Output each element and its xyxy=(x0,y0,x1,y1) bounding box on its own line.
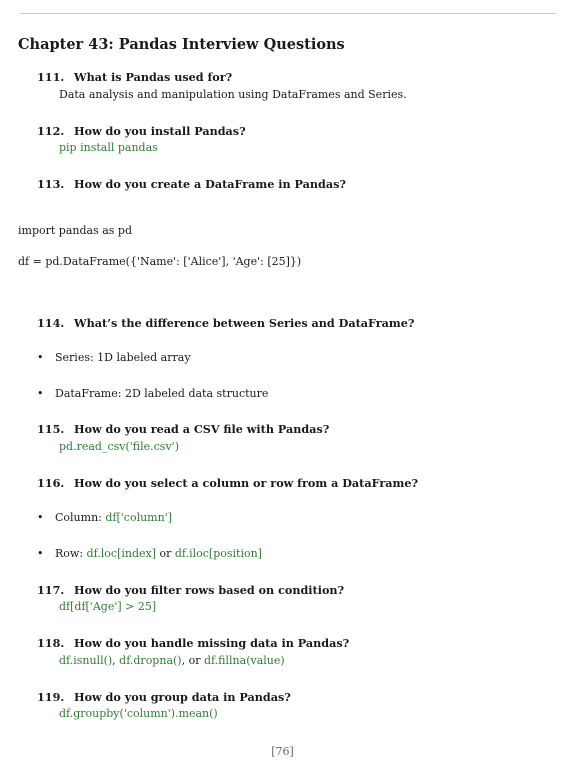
question-text: How do you filter rows based on condition? xyxy=(74,583,345,597)
question-number: 114. xyxy=(37,316,65,330)
bullet-icon: • xyxy=(37,387,44,400)
answer-119: df.groupby('column').mean() xyxy=(59,707,218,720)
question-111 xyxy=(37,70,232,84)
bullet-code-2: df.iloc[position] xyxy=(174,547,262,560)
answer-117: df[df['Age'] > 25] xyxy=(59,600,157,613)
question-text: How do you install Pandas? xyxy=(74,124,246,138)
code-isnull: df.isnull() xyxy=(59,654,113,667)
question-112 xyxy=(37,124,246,138)
answer-111: Data analysis and manipulation using DataFrames and Series. xyxy=(59,88,407,101)
question-number: 117. xyxy=(37,583,65,597)
code-line-dataframe: df = pd.DataFrame({'Name': ['Alice'], 'Age': [25]}) xyxy=(18,255,302,268)
bullet-column xyxy=(37,511,172,524)
bullet-icon: • xyxy=(37,351,44,364)
bullet-code: df.loc[index] xyxy=(86,547,156,560)
question-number: 115. xyxy=(37,422,65,436)
bullet-label: Column: xyxy=(55,511,106,524)
bullet-icon: • xyxy=(37,547,44,560)
answer-115: pd.read_csv('file.csv') xyxy=(59,440,179,453)
bullet-text: DataFrame: 2D labeled data structure xyxy=(55,387,269,400)
chapter-title: Chapter 43: Pandas Interview Questions xyxy=(18,36,345,53)
bullet-code: df['column'] xyxy=(105,511,173,524)
question-number: 111. xyxy=(37,70,65,84)
question-118 xyxy=(37,636,349,650)
bullet-icon: • xyxy=(37,511,44,524)
answer-112: pip install pandas xyxy=(59,141,158,154)
top-rule xyxy=(20,13,556,14)
question-text: How do you handle missing data in Pandas? xyxy=(74,636,350,650)
question-116 xyxy=(37,476,418,490)
question-115 xyxy=(37,422,329,436)
bullet-series xyxy=(37,351,191,364)
question-text: How do you create a DataFrame in Pandas? xyxy=(74,177,346,191)
question-113 xyxy=(37,177,346,191)
question-text: How do you select a column or row from a DataFrame? xyxy=(74,476,418,490)
code-fillna: df.fillna(value) xyxy=(203,654,285,667)
question-number: 112. xyxy=(37,124,65,138)
bullet-dataframe xyxy=(37,387,268,400)
bullet-separator: or xyxy=(156,547,175,560)
question-number: 113. xyxy=(37,177,65,191)
bullet-row xyxy=(37,547,262,560)
separator: , xyxy=(112,654,120,667)
question-number: 118. xyxy=(37,636,65,650)
question-117 xyxy=(37,583,344,597)
question-text: What is Pandas used for? xyxy=(74,70,233,84)
answer-118 xyxy=(59,654,285,667)
separator: , or xyxy=(181,654,204,667)
bullet-text: Series: 1D labeled array xyxy=(55,351,191,364)
question-text: What’s the difference between Series and DataFrame? xyxy=(74,316,415,330)
question-114 xyxy=(37,316,414,330)
bullet-label: Row: xyxy=(55,547,87,560)
code-dropna: df.dropna() xyxy=(119,654,182,667)
question-text: How do you group data in Pandas? xyxy=(74,690,291,704)
code-line-import: import pandas as pd xyxy=(18,224,132,237)
question-number: 119. xyxy=(37,690,65,704)
question-119 xyxy=(37,690,291,704)
question-text: How do you read a CSV file with Pandas? xyxy=(74,422,330,436)
question-number: 116. xyxy=(37,476,65,490)
page-number: [76] xyxy=(271,745,294,758)
